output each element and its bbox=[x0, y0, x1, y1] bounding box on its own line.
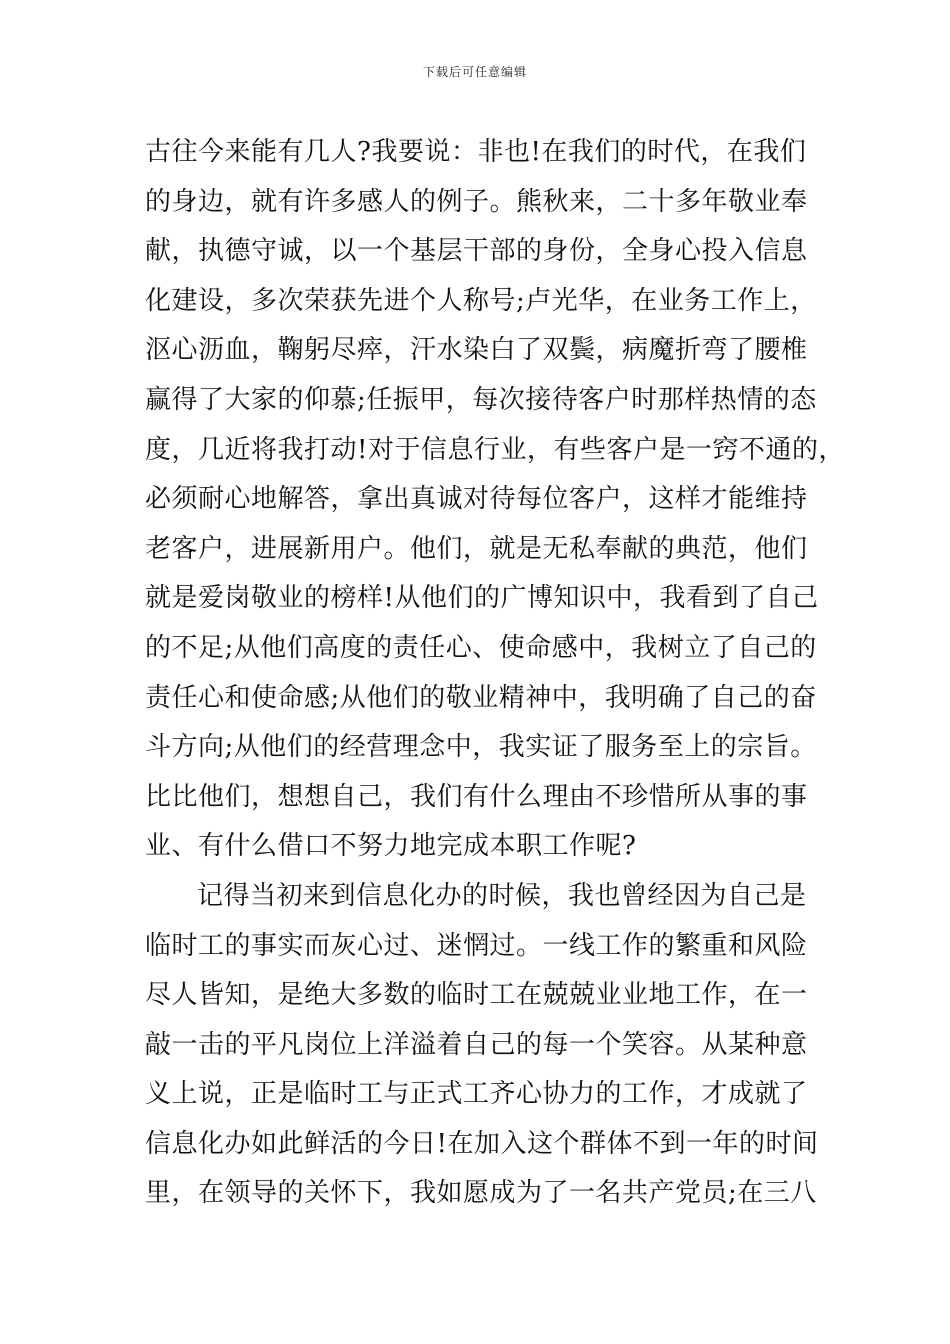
text-line: 里，在领导的关怀下，我如愿成为了一名共产党员;在三八 bbox=[145, 1178, 817, 1209]
text-line: 业、有什么借口不努力地完成本职工作呢? bbox=[145, 831, 637, 862]
paragraph-2 bbox=[145, 872, 835, 1219]
text-line: 临时工的事实而灰心过、迷惘过。一线工作的繁重和风险 bbox=[145, 930, 808, 961]
text-line-indented: 记得当初来到信息化办的时候，我也曾经因为自己是 bbox=[197, 880, 807, 911]
page-header: 下载后可任意编辑 bbox=[422, 65, 527, 79]
text-line: 义上说，正是临时工与正式工齐心协力的工作，才成就了 bbox=[145, 1079, 808, 1110]
text-line: 信息化办如此鲜活的今日!在加入这个群体不到一年的时间 bbox=[145, 1128, 819, 1159]
text-line: 就是爱岗敬业的榜样!从他们的广博知识中，我看到了自己 bbox=[145, 583, 819, 614]
text-line: 必须耐心地解答，拿出真诚对待每位客户，这样才能维持 bbox=[145, 484, 808, 515]
paragraph-1 bbox=[145, 128, 845, 872]
text-line: 责任心和使命感;从他们的敬业精神中，我明确了自己的奋 bbox=[145, 682, 817, 713]
text-line: 比比他们，想想自己，我们有什么理由不珍惜所从事的事 bbox=[145, 781, 808, 812]
text-line: 古往今来能有几人?我要说：非也!在我们的时代，在我们 bbox=[145, 137, 807, 167]
document-body bbox=[145, 128, 845, 1219]
text-line: 敲一击的平凡岗位上洋溢着自己的每一个笑容。从某种意 bbox=[145, 1029, 808, 1060]
text-line: 的不足;从他们高度的责任心、使命感中，我树立了自己的 bbox=[145, 632, 817, 663]
text-line: 老客户，进展新用户。他们，就是无私奉献的典范，他们 bbox=[145, 533, 808, 564]
text-line: 赢得了大家的仰慕;任振甲，每次接待客户时那样热情的态 bbox=[145, 384, 817, 415]
text-line: 尽人皆知，是绝大多数的临时工在兢兢业业地工作，在一 bbox=[145, 980, 808, 1011]
text-line: 化建设，多次荣获先进个人称号;卢光华，在业务工作上， bbox=[145, 285, 817, 316]
text-line: 度，几近将我打动!对于信息行业，有些客户是一窍不通的， bbox=[145, 434, 845, 465]
text-line: 沤心沥血，鞠躬尽瘁，汗水染白了双鬓，病魔折弯了腰椎 bbox=[145, 335, 808, 366]
text-line: 斗方向;从他们的经营理念中，我实证了服务至上的宗旨。 bbox=[145, 732, 817, 763]
text-line: 的身边，就有许多感人的例子。熊秋来，二十多年敬业奉 bbox=[145, 186, 808, 217]
text-line: 献，执德守诚，以一个基层干部的身份，全身心投入信息 bbox=[145, 236, 808, 267]
